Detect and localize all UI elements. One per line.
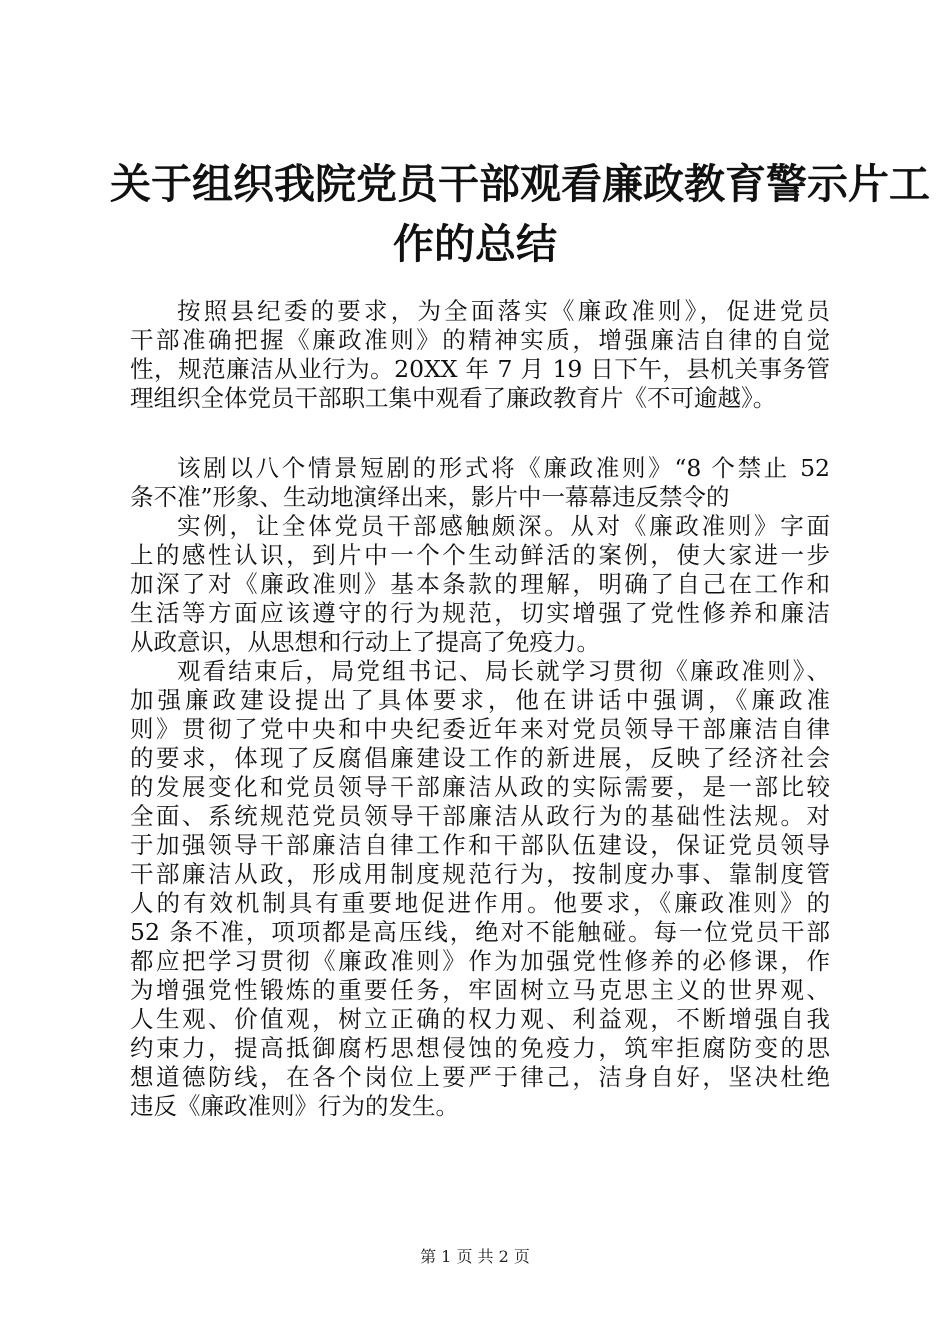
body-line: 该剧以八个情景短剧的形式将《廉政准则》“8 个禁止 52 (177, 454, 830, 482)
body-line: 观看结束后，局党组书记、局长就学习贯彻《廉政准则》、 (177, 657, 830, 685)
body-line: 全面、系统规范党员领导干部廉洁从政行为的基础性法规。对 (130, 802, 830, 830)
body-line: 按照县纪委的要求，为全面落实《廉政准则》，促进党员 (177, 297, 830, 325)
body-line: 性，规范廉洁从业行为。20XX 年 7 月 19 日下午，县机关事务管 (130, 355, 830, 383)
body-line: 加强廉政建设提出了具体要求，他在讲话中强调，《廉政准 (130, 686, 830, 714)
body-line: 为增强党性锻炼的重要任务，牢固树立马克思主义的世界观、 (130, 976, 830, 1004)
body-line: 加深了对《廉政准则》基本条款的理解，明确了自己在工作和 (130, 570, 830, 598)
document-title-line-2: 作的总结 (393, 220, 557, 268)
document-title-line-1: 关于组织我院党员干部观看廉政教育警示片工 (110, 160, 930, 208)
body-line: 从政意识，从思想和行动上了提高了免疫力。 (130, 628, 600, 656)
body-line: 的发展变化和党员领导干部廉洁从政的实际需要，是一部比较 (130, 773, 830, 801)
body-line: 人生观、价值观，树立正确的权力观、利益观，不断增强自我 (130, 1005, 830, 1033)
body-line: 干部准确把握《廉政准则》的精神实质，增强廉洁自律的自觉 (130, 326, 830, 354)
body-line: 则》贯彻了党中央和中央纪委近年来对党员领导干部廉洁自律 (130, 715, 830, 743)
body-line: 违反《廉政准则》行为的发生。 (130, 1092, 459, 1120)
page-footer: 第 1 页 共 2 页 (420, 1247, 530, 1266)
body-line: 于加强领导干部廉洁自律工作和干部队伍建设，保证党员领导 (130, 831, 830, 859)
body-line: 生活等方面应该遵守的行为规范，切实增强了党性修养和廉洁 (130, 599, 830, 627)
body-line: 约束力，提高抵御腐朽思想侵蚀的免疫力，筑牢拒腐防变的思 (130, 1034, 830, 1062)
body-line: 52 条不准，项项都是高压线，绝对不能触碰。每一位党员干部 (130, 918, 830, 946)
body-line: 都应把学习贯彻《廉政准则》作为加强党性修养的必修课，作 (130, 947, 830, 975)
body-line: 干部廉洁从政，形成用制度规范行为，按制度办事、靠制度管 (130, 860, 830, 888)
body-line: 想道德防线，在各个岗位上要严于律己，洁身自好，坚决杜绝 (130, 1063, 830, 1091)
body-line: 上的感性认识，到片中一个个生动鲜活的案例，使大家进一步 (130, 541, 830, 569)
body-line: 实例，让全体党员干部感触颇深。从对《廉政准则》字面 (177, 512, 830, 540)
body-line: 条不准”形象、生动地演绎出来，影片中一幕幕违反禁令的 (130, 483, 730, 511)
body-line: 理组织全体党员干部职工集中观看了廉政教育片《不可逾越》。 (130, 384, 777, 412)
body-line: 人的有效机制具有重要地促进作用。他要求，《廉政准则》的 (130, 889, 830, 917)
body-line: 的要求，体现了反腐倡廉建设工作的新进展，反映了经济社会 (130, 744, 830, 772)
